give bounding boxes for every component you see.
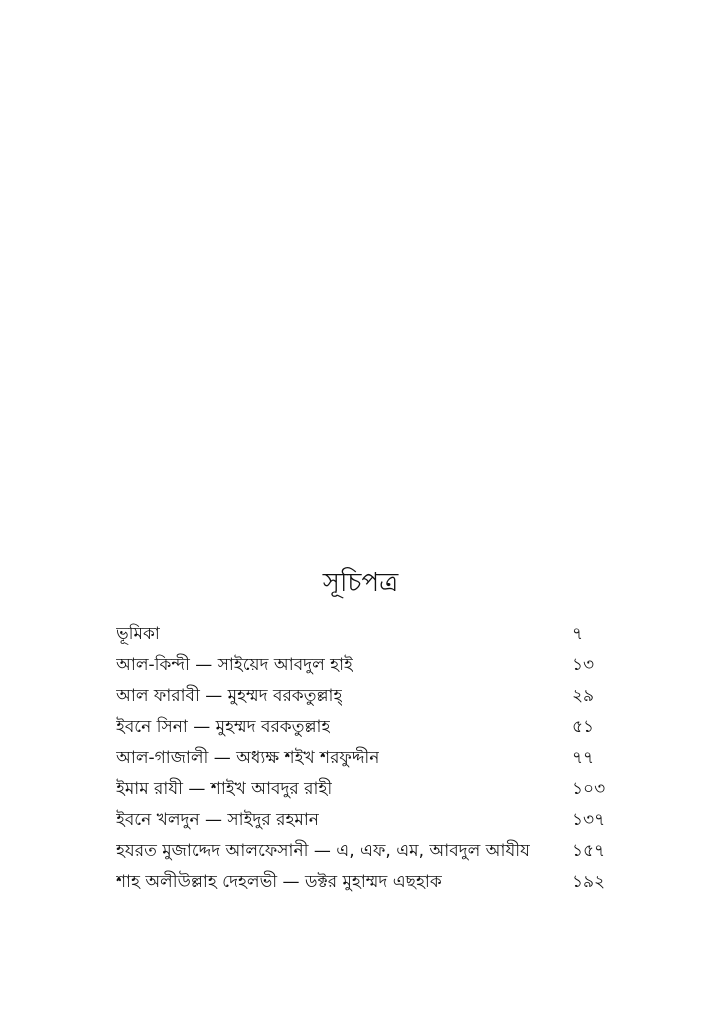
table-of-contents	[116, 619, 616, 898]
toc-row	[116, 774, 616, 805]
toc-page-number: ১০৩	[572, 779, 606, 799]
toc-entry-text: আল-গাজালী — অধ্যক্ষ শইখ শরফুদ্দীন	[116, 748, 380, 768]
toc-row	[116, 681, 616, 712]
toc-row	[116, 743, 616, 774]
toc-page-number: ১৫৭	[572, 841, 606, 861]
toc-entry-text: আল ফারাবী — মুহম্মদ বরকতুল্লাহ্	[116, 686, 343, 706]
toc-page-number: ৫১	[572, 717, 595, 737]
toc-page-number: ২৯	[572, 686, 595, 706]
toc-page-number: ৭	[572, 624, 584, 644]
toc-page-number: ১৩	[572, 655, 595, 675]
toc-entry-text: শাহ অলীউল্লাহ দেহলভী — ডক্টর মুহাম্মদ এছহাক	[116, 872, 442, 892]
page-title: সূচিপত্র	[322, 568, 399, 598]
toc-entry-text: আল-কিন্দী — সাইয়েদ আবদুল হাই	[116, 655, 353, 675]
toc-entry-text: ভূমিকা	[116, 624, 160, 644]
toc-row	[116, 867, 616, 898]
toc-entry-text: হযরত মুজাদ্দেদ আলফেসানী — এ, এফ, এম, আবদুল আযীয	[116, 841, 530, 861]
toc-page-number: ১৩৭	[572, 810, 606, 830]
toc-row	[116, 805, 616, 836]
toc-entry-text: ইবনে সিনা — মুহম্মদ বরকতুল্লাহ	[116, 717, 331, 737]
toc-entry-text: ইমাম রাযী — শাইখ আবদুর রাহী	[116, 779, 333, 799]
toc-row	[116, 619, 616, 650]
toc-entry-text: ইবনে খলদুন — সাইদুর রহমান	[116, 810, 319, 830]
toc-page-number: ১৯২	[572, 872, 606, 892]
toc-row	[116, 836, 616, 867]
toc-row	[116, 712, 616, 743]
toc-row	[116, 650, 616, 681]
toc-page-number: ৭৭	[572, 748, 595, 768]
